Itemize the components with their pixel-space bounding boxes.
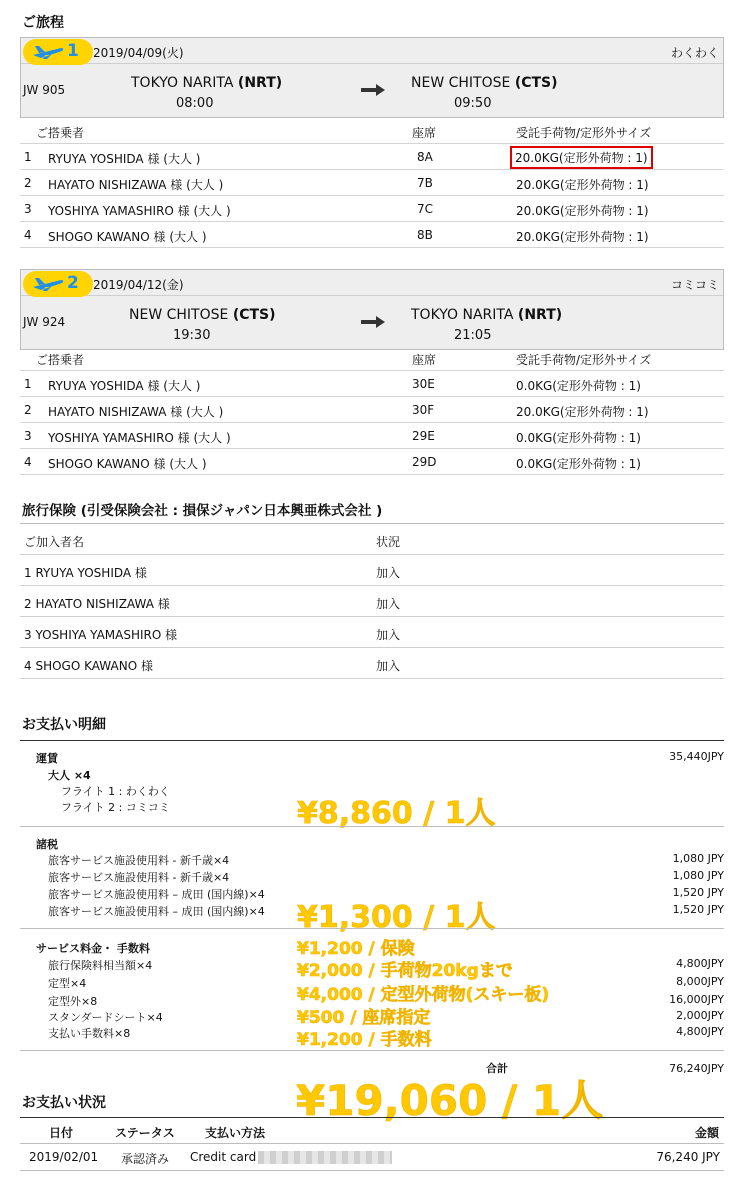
fee-item: 支払い手数料×8 bbox=[48, 1027, 131, 1040]
annotation-fee: ¥4,000 / 定型外荷物(スキー板) bbox=[297, 985, 550, 1005]
table-header: ご搭乗者 座席 受託手荷物/定形外サイズ bbox=[20, 118, 724, 144]
flight-1-plan: わくわく bbox=[670, 46, 719, 60]
total-amount: 76,240JPY bbox=[669, 1062, 724, 1075]
fee-amount: 4,800JPY bbox=[676, 957, 724, 970]
flight-2-arr-time: 21:05 bbox=[454, 328, 492, 343]
insurance-row: 3 YOSHIYA YAMASHIRO 様 加入 bbox=[20, 617, 724, 648]
payment-method: Credit card bbox=[190, 1150, 257, 1164]
flight-2-plan: コミコミ bbox=[670, 278, 719, 292]
tax-amount: 1,520 JPY bbox=[672, 886, 724, 899]
status-value: 承認済み bbox=[121, 1152, 170, 1166]
itinerary-title: ご旅程 bbox=[22, 15, 64, 31]
fee-amount: 4,800JPY bbox=[676, 1025, 724, 1038]
col-status: ステータス bbox=[115, 1126, 175, 1140]
flight-2-badge bbox=[23, 271, 93, 297]
fee-item: 旅行保険料相当額×4 bbox=[48, 959, 153, 972]
flight-2-dep-time: 19:30 bbox=[173, 328, 211, 343]
flight-1-number: 1 bbox=[67, 41, 79, 61]
fee-amount: 8,000JPY bbox=[676, 975, 724, 988]
col-method: 支払い方法 bbox=[205, 1126, 266, 1140]
fee-item: スタンダードシート×4 bbox=[48, 1011, 163, 1024]
flight-1-to: NEW CHITOSE (CTS) bbox=[411, 75, 558, 91]
col-amount: 金額 bbox=[694, 1126, 719, 1140]
table-header: ご搭乗者 座席 受託手荷物/定形外サイズ bbox=[20, 345, 724, 371]
flight-1-flight-no: JW 905 bbox=[23, 83, 66, 97]
insurance-header: ご加入者名 状況 bbox=[20, 524, 724, 555]
annotation-fee: ¥500 / 座席指定 bbox=[297, 1008, 431, 1028]
status-date: 2019/02/01 bbox=[29, 1150, 99, 1164]
annotation-fare-per-person: ¥8,860 / 1人 bbox=[297, 796, 496, 831]
annotation-fee: ¥1,200 / 保険 bbox=[297, 939, 415, 959]
taxes-label: 諸税 bbox=[36, 838, 58, 851]
payment-status-title: お支払い状況 bbox=[22, 1095, 106, 1111]
fare-label: 運賃 bbox=[36, 752, 58, 765]
airplane-icon bbox=[31, 276, 65, 292]
fare-amount: 35,440JPY bbox=[669, 750, 724, 763]
annotation-total-per-person: ¥19,060 / 1人 bbox=[296, 1076, 604, 1125]
table-row: 4 SHOGO KAWANO 様 (大人 ) 8B 20.0KG(定形外荷物 : 1) bbox=[20, 222, 724, 248]
insurance-row: 1 RYUYA YOSHIDA 様 加入 bbox=[20, 555, 724, 586]
fare-flight-2: フライト 2 : コミコミ bbox=[61, 801, 170, 814]
fare-flight-1: フライト 1 : わくわく bbox=[61, 785, 170, 798]
tax-item: 旅客サービス施設使用料 – 成田 (国内線)×4 bbox=[48, 905, 265, 918]
flight-1-from: TOKYO NARITA (NRT) bbox=[131, 75, 283, 91]
tax-item: 旅客サービス施設使用料 - 新千歳×4 bbox=[48, 854, 230, 867]
tax-item: 旅客サービス施設使用料 - 新千歳×4 bbox=[48, 871, 230, 884]
table-row: 3 YOSHIYA YAMASHIRO 様 (大人 ) 7C 20.0KG(定形外荷物 : 1) bbox=[20, 196, 724, 222]
flight-1-badge bbox=[23, 39, 93, 65]
tax-amount: 1,080 JPY bbox=[672, 852, 724, 865]
highlighted-baggage: 20.0KG(定形外荷物 : 1) bbox=[510, 146, 653, 169]
flight-1-dep-time: 08:00 bbox=[176, 96, 214, 111]
insurance-row: 4 SHOGO KAWANO 様 加入 bbox=[20, 648, 724, 679]
flight-2-date: 2019/04/12(金) bbox=[93, 278, 184, 292]
redacted-card-number bbox=[258, 1151, 392, 1164]
annotation-tax-per-person: ¥1,300 / 1人 bbox=[297, 900, 496, 935]
status-amount: 76,240 JPY bbox=[656, 1150, 720, 1164]
flight-1-arr-time: 09:50 bbox=[454, 96, 492, 111]
table-row: 1 RYUYA YOSHIDA 様 (大人 ) 8A 20.0KG(定形外荷物 : 1) bbox=[20, 144, 724, 170]
fare-adult: 大人 ×4 bbox=[48, 769, 91, 782]
annotation-fee: ¥2,000 / 手荷物20kgまで bbox=[297, 961, 513, 981]
airplane-icon bbox=[31, 44, 65, 60]
col-date: 日付 bbox=[49, 1126, 74, 1140]
fee-amount: 2,000JPY bbox=[676, 1009, 724, 1022]
annotation-fee: ¥1,200 / 手数料 bbox=[297, 1030, 432, 1050]
table-row: 2 HAYATO NISHIZAWA 様 (大人 ) 7B 20.0KG(定形外荷物 : 1) bbox=[20, 170, 724, 196]
fee-amount: 16,000JPY bbox=[669, 993, 724, 1006]
flight-2-number: 2 bbox=[67, 273, 79, 293]
table-row: 4 SHOGO KAWANO 様 (大人 ) 29D 0.0KG(定形外荷物 : 1) bbox=[20, 449, 724, 475]
flight-2-flight-no: JW 924 bbox=[23, 315, 66, 329]
tax-amount: 1,520 JPY bbox=[672, 903, 724, 916]
fee-item: 定型×4 bbox=[48, 977, 87, 990]
table-row: 3 YOSHIYA YAMASHIRO 様 (大人 ) 29E 0.0KG(定形外荷物 : 1) bbox=[20, 423, 724, 449]
flight-2-to: TOKYO NARITA (NRT) bbox=[411, 307, 563, 323]
flight-2-from: NEW CHITOSE (CTS) bbox=[129, 307, 276, 323]
insurance-row: 2 HAYATO NISHIZAWA 様 加入 bbox=[20, 586, 724, 617]
arrow-right-icon bbox=[361, 84, 385, 96]
table-row: 1 RYUYA YOSHIDA 様 (大人 ) 30E 0.0KG(定形外荷物 : 1) bbox=[20, 371, 724, 397]
payment-title: お支払い明細 bbox=[22, 717, 106, 733]
table-row: 2 HAYATO NISHIZAWA 様 (大人 ) 30F 20.0KG(定形外荷物 : 1) bbox=[20, 397, 724, 423]
fees-label: サービス料金・ 手数料 bbox=[36, 942, 150, 955]
tax-item: 旅客サービス施設使用料 – 成田 (国内線)×4 bbox=[48, 888, 265, 901]
flight-1-date: 2019/04/09(火) bbox=[93, 46, 184, 60]
tax-amount: 1,080 JPY bbox=[672, 869, 724, 882]
insurance-title: 旅行保険 (引受保険会社 : 損保ジャパン日本興亜株式会社 ) bbox=[22, 503, 383, 519]
fee-item: 定型外×8 bbox=[48, 995, 98, 1008]
flight-1-header bbox=[20, 37, 724, 118]
total-label: 合計 bbox=[486, 1062, 508, 1075]
arrow-right-icon bbox=[361, 316, 385, 328]
flight-2-header bbox=[20, 269, 724, 350]
